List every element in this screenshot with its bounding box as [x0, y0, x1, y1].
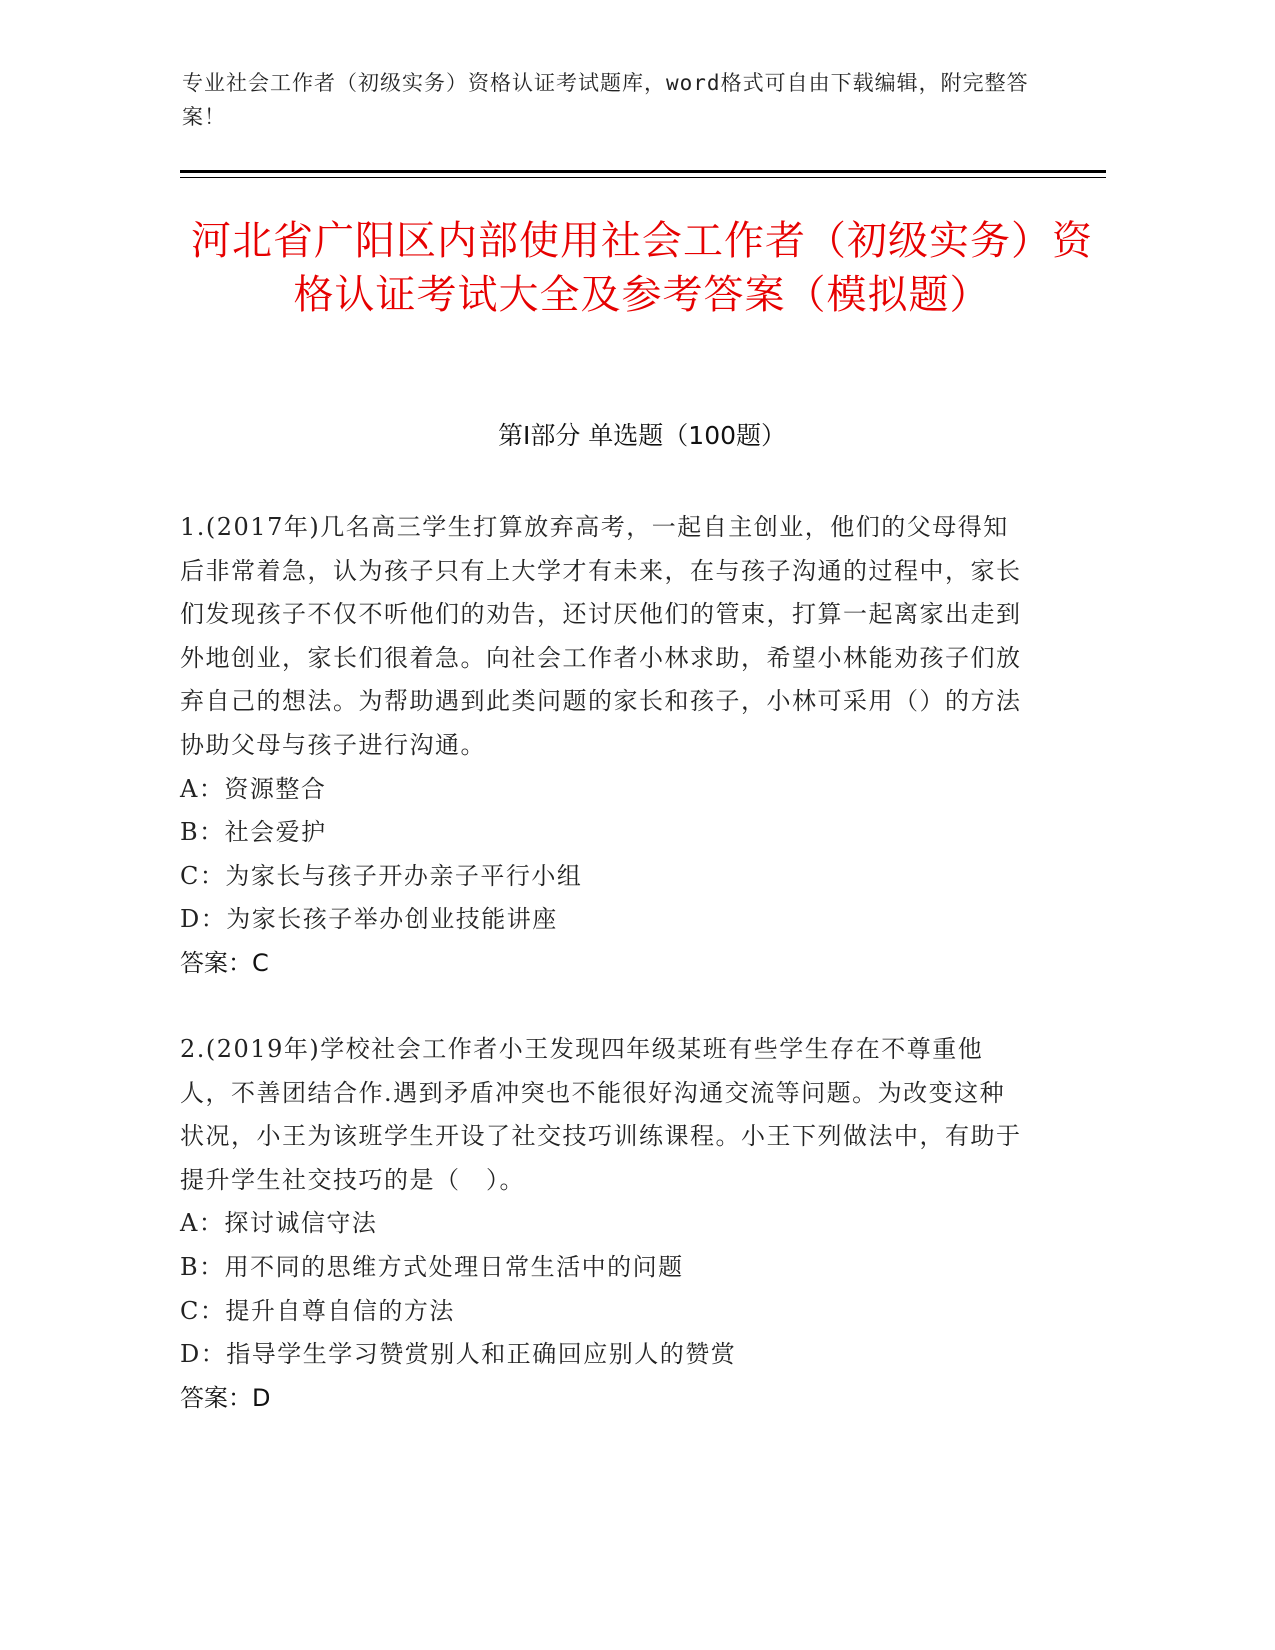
header-divider-thick [180, 170, 1106, 173]
answer-line: 答案：D [180, 1383, 271, 1412]
answer-line: 答案：C [180, 948, 269, 977]
question-1 [180, 506, 1030, 986]
question-stem: 2.(2019年)学校社会工作者小王发现四年级某班有些学生存在不尊重他人，不善团结合作.遇到矛盾冲突也不能很好沟通交流等问题。为改变这种状况，小王为该班学生开设了社交技巧训练课程。小王下列做法中，有助于提升学生社交技巧的是（ ）。 [180, 1035, 1022, 1194]
question-2 [180, 1028, 1030, 1420]
option-b: B：社会爱护 [180, 818, 327, 847]
option-a: A：探讨诚信守法 [180, 1209, 378, 1238]
option-b: B：用不同的思维方式处理日常生活中的问题 [180, 1252, 684, 1281]
header-divider-thin [180, 177, 1106, 178]
option-c: C：为家长与孩子开办亲子平行小组 [180, 861, 583, 890]
section-title: 第I部分 单选题（100题） [497, 421, 787, 450]
option-c: C：提升自尊自信的方法 [180, 1296, 455, 1325]
document-title: 河北省广阳区内部使用社会工作者（初级实务）资格认证考试大全及参考答案（模拟题） [191, 218, 1093, 318]
header-note: 专业社会工作者（初级实务）资格认证考试题库，word格式可自由下载编辑，附完整答案！ [182, 71, 1029, 129]
option-d: D：为家长孩子举办创业技能讲座 [180, 905, 558, 934]
option-a: A：资源整合 [180, 774, 327, 803]
option-d: D：指导学生学习赞赏别人和正确回应别人的赞赏 [180, 1340, 737, 1369]
question-stem: 1.(2017年)几名高三学生打算放弃高考，一起自主创业，他们的父母得知后非常着急，认为孩子只有上大学才有未来，在与孩子沟通的过程中，家长们发现孩子不仅不听他们的劝告，还讨厌他们的管束，打算一起离家出走到外地创业，家长们很着急。向社会工作者小林求助，希望小林能劝孩子们放弃自己的想法。为帮助遇到此类问题的家长和孩子，小林可采用（）的方法协助父母与孩子进行沟通。 [180, 513, 1022, 759]
